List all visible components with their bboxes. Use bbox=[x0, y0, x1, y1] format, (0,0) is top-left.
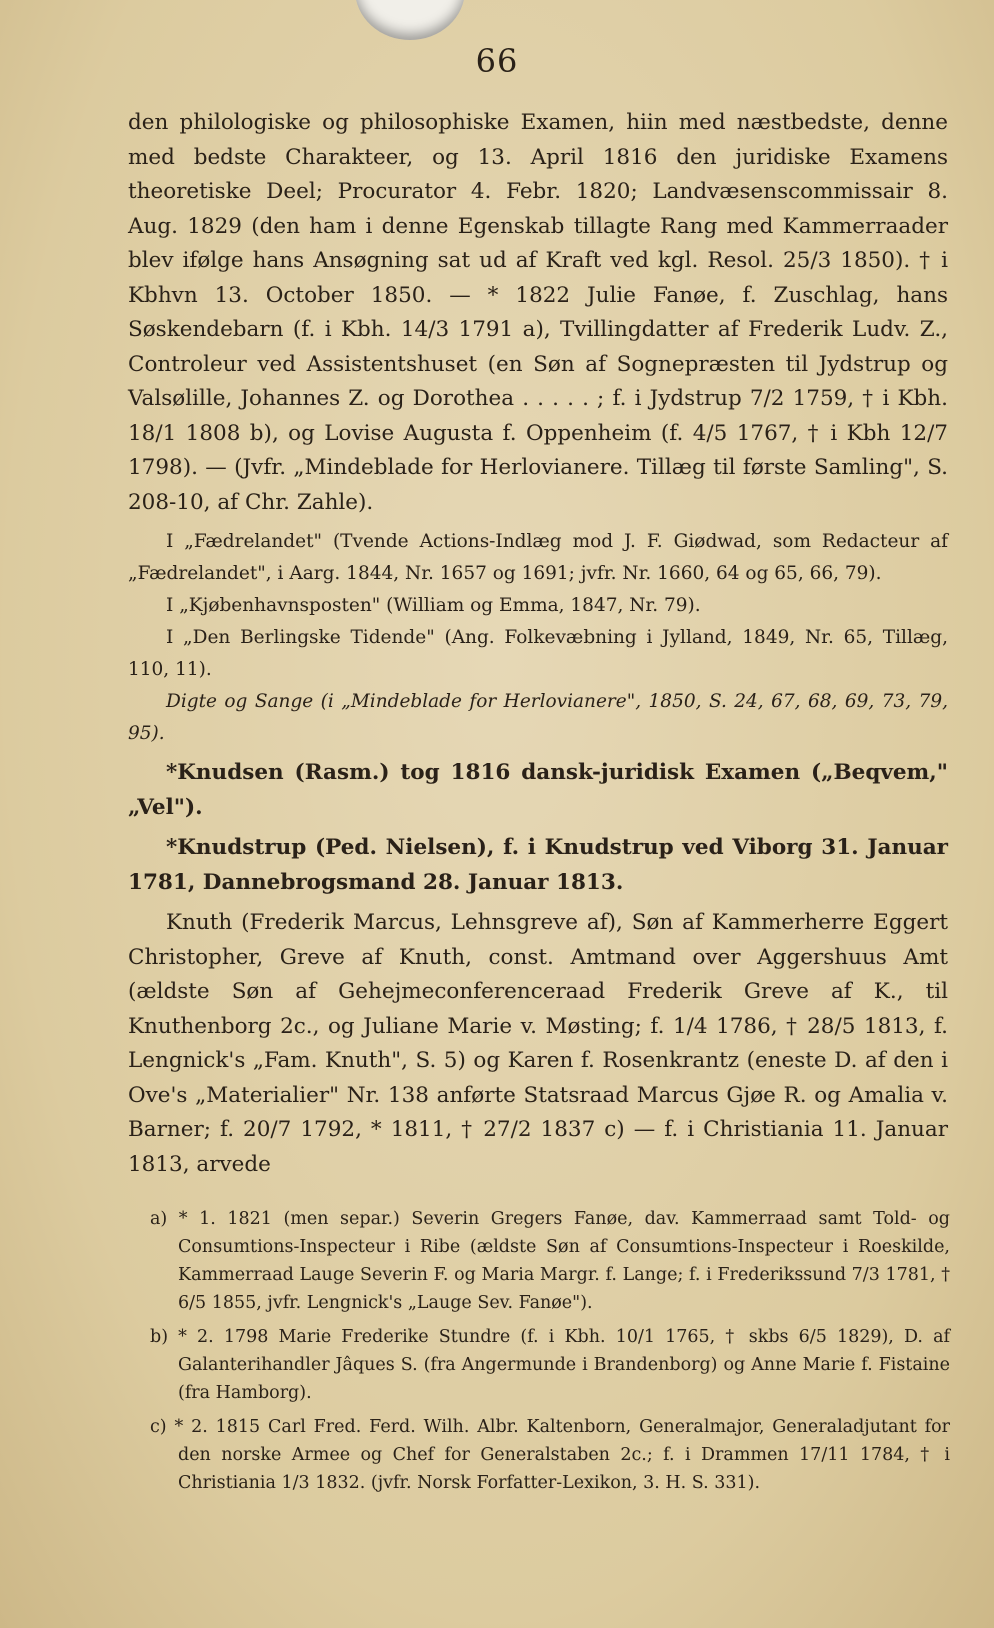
reference-berlingske: I „Den Berlingske Tidende" (Ang. Folkevæbning i Jylland, 1849, Nr. 65, Tillæg, 110, 11). bbox=[128, 627, 948, 680]
reference-digte: Digte og Sange (i „Mindeblade for Herlovianere", 1850, S. 24, 67, 68, 69, 73, 79, 95). bbox=[128, 691, 948, 744]
footnote-b: b) * 2. 1798 Marie Frederike Stundre (f. i Kbh. 10/1 1765, † skbs 6/5 1829), D. af Galanterihandler Jâques S. (fra Angermunde i Brandenborg) og Anne Marie f. Fistaine (fra Hamborg). bbox=[150, 1327, 950, 1403]
page-number: 66 bbox=[475, 42, 519, 80]
footnote-a: a) * 1. 1821 (men separ.) Severin Gregers Fanøe, dav. Kammerraad samt Told- og Consumtions-Inspecteur i Ribe (ældste Søn af Consumtions-Inspecteur i Roeskilde, Kammerraad Lauge Severin F. og Maria Margr. f. Lange; f. i Frederikssund 7/3 1781, † 6/5 1855, jvfr. Lengnick's „Lauge Sev. Fanøe"). bbox=[150, 1209, 950, 1313]
reference-kjobenhavnsposten: I „Kjøbenhavnsposten" (William og Emma, 1847, Nr. 79). bbox=[166, 595, 701, 616]
entry-knuth: Knuth (Frederik Marcus, Lehnsgreve af), Søn af Kammerherre Eggert Christopher, Greve af Knuth, const. Amtmand over Aggershuus Amt (ældste Søn af Gehejmeconferenceraad Frederik Greve af K., til Knuthenborg 2c., og Juliane Marie v. Møsting; f. 1/4 1786, † 28/5 1813, f. Lengnick's „Fam. Knuth", S. 5) og Karen f. Rosenkrantz (eneste D. af den i Ove's „Materialier" Nr. 138 anførte Statsraad Marcus Gjøe R. og Amalia v. Barner; f. 20/7 1792, * 1811, † 27/2 1837 c) — f. i Christiania 11. Januar 1813, arvede bbox=[128, 910, 948, 1177]
paragraph-continued: den philologiske og philosophiske Examen, hiin med næstbedste, denne med bedste Charakteer, og 13. April 1816 den juridiske Examens theoretiske Deel; Procurator 4. Febr. 1820; Landvæsenscommissair 8. Aug. 1829 (den ham i denne Egenskab tillagte Rang med Kammerraader blev ifølge hans Ansøgning sat ud af Kraft ved kgl. Resol. 25/3 1850). † i Kbhvn 13. October 1850. — * 1822 Julie Fanøe, f. Zuschlag, hans Søskendebarn (f. i Kbh. 14/3 1791 a), Tvillingdatter af Frederik Ludv. Z., Controleur ved Assistentshuset (en Søn af Sognepræsten til Jydstrup og Valsølille, Johannes Z. og Dorothea . . . . . ; f. i Jydstrup 7/2 1759, † i Kbh. 18/1 1808 b), og Lovise Augusta f. Oppenheim (f. 4/5 1767, † i Kbh 12/7 1798). — (Jvfr. „Mindeblade for Herlovianere. Tillæg til første Samling", S. 208-10, af Chr. Zahle). bbox=[128, 110, 948, 515]
footnote-c: c) * 2. 1815 Carl Fred. Ferd. Wilh. Albr. Kaltenborn, Generalmajor, Generaladjutant for den norske Armee og Chef for Generalstaben 2c.; f. i Drammen 17/11 1784, † i Christiania 1/3 1832. (jvfr. Norsk Forfatter-Lexikon, 3. H. S. 331). bbox=[150, 1417, 950, 1493]
entry-knudsen: *Knudsen (Rasm.) tog 1816 dansk-juridisk Examen („Beqvem," „Vel"). bbox=[128, 760, 948, 820]
reference-faedrelandet: I „Fædrelandet" (Tvende Actions-Indlæg mod J. F. Giødwad, som Redacteur af „Fædrelandet", i Aarg. 1844, Nr. 1657 og 1691; jvfr. Nr. 1660, 64 og 65, 66, 79). bbox=[128, 531, 948, 584]
binding-hole bbox=[355, 0, 465, 40]
entry-knudstrup: *Knudstrup (Ped. Nielsen), f. i Knudstrup ved Viborg 31. Januar 1781, Dannebrogsmand 28. Januar 1813. bbox=[128, 835, 948, 895]
footnotes bbox=[150, 1205, 950, 1503]
main-text bbox=[128, 106, 948, 1182]
